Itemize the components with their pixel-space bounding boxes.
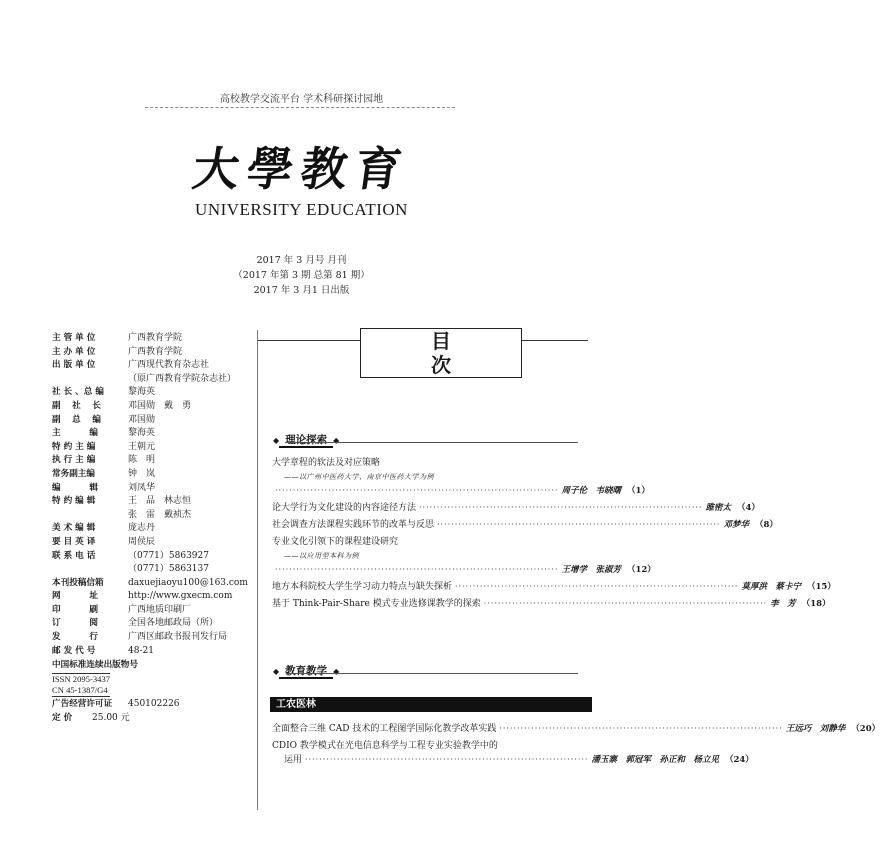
masthead-row <box>52 468 267 482</box>
section-rule <box>286 673 578 674</box>
masthead-row <box>52 441 267 455</box>
leader-dots: ················································································ <box>275 565 559 574</box>
entry-authors: 莫厚洪 蔡卡宁 <box>741 582 801 592</box>
masthead-value: 刘凤华 <box>128 482 156 493</box>
issn-box <box>52 673 110 697</box>
issue-line-2: （2017 年第 3 期 总第 81 期） <box>233 270 370 281</box>
masthead-value: 陈 明 <box>128 455 156 466</box>
masthead-value: 广西教育学院 <box>128 346 183 357</box>
masthead-row <box>52 400 267 414</box>
entry-title: 专业文化引领下的课程建设研究 <box>272 537 399 547</box>
price-label: 定 价 <box>52 712 73 723</box>
masthead-value: 48-21 <box>128 645 154 656</box>
entry-title: 全面整合三维 CAD 技术的工程图学国际化教学改革实践 <box>272 724 497 734</box>
entry-continuation: 运用 <box>284 755 303 765</box>
entry-subtitle: ——以广州中医药大学、南京中医药大学为例 <box>284 473 434 481</box>
masthead-row <box>52 590 267 604</box>
entry-page: （15） <box>806 582 836 592</box>
entry-page: （12） <box>626 565 656 575</box>
entry-authors: 李 芳 <box>770 599 796 609</box>
entry-title: 社会调查方法课程实践环节的改革与反思 <box>272 520 435 530</box>
masthead-value: （0771）5863927 <box>128 550 209 561</box>
entry-page: （24） <box>724 755 754 765</box>
toc-section-theory <box>272 456 836 614</box>
entry-page: （20） <box>851 724 880 734</box>
masthead-row <box>52 427 267 441</box>
entry-authors: 邓梦华 <box>723 520 749 530</box>
toc-entry <box>272 535 656 577</box>
masthead-value: 全国各地邮政局（所） <box>128 618 219 629</box>
masthead-value: 庞志丹 <box>128 523 156 534</box>
diamond-icon: ◆ <box>333 436 340 445</box>
masthead-label: 常务副主编 <box>52 468 95 479</box>
masthead-row <box>52 577 267 591</box>
price-value: 25.00 元 <box>92 712 130 723</box>
masthead-row <box>52 332 267 346</box>
masthead-row <box>52 495 267 509</box>
masthead-label <box>52 373 128 387</box>
toc-entry <box>272 456 650 498</box>
masthead-label: 订 阅 <box>52 618 98 629</box>
masthead-label: 主 编 <box>52 428 98 439</box>
toc-entry <box>272 501 760 515</box>
masthead-row <box>52 454 267 468</box>
entry-line <box>272 722 880 736</box>
tagline: 高校教学交流平台 学术科研探讨园地 <box>219 94 384 105</box>
masthead-value: daxuejiaoyu100@163.com <box>128 577 248 588</box>
masthead-label: 社 长 、总 编 <box>52 387 104 398</box>
masthead-row <box>52 563 267 577</box>
masthead-value: 邓国勋 戴 勇 <box>128 400 192 411</box>
issue-line-1: 2017 年 3 月号 月刊 <box>256 255 347 266</box>
leader-dots: ················································································ <box>305 755 589 764</box>
entry-line <box>272 518 778 532</box>
serial-heading: 中国标准连续出版物号 <box>52 660 138 670</box>
toc-title: 目 次 <box>360 328 522 378</box>
entry-subtitle: ——以应用型本科为例 <box>284 552 359 560</box>
entry-line <box>272 597 831 611</box>
header-divider <box>145 107 455 108</box>
entry-line <box>272 563 656 577</box>
masthead-label: 本刊投稿信箱 <box>52 577 104 588</box>
entry-page: （18） <box>801 599 831 609</box>
masthead-value: 广西地质印刷厂 <box>128 604 192 615</box>
masthead-label: 副 社 长 <box>52 400 101 411</box>
masthead-row <box>52 631 267 645</box>
masthead-row <box>52 509 267 523</box>
masthead-label: 主 办 单 位 <box>52 346 96 357</box>
journal-english-title: UNIVERSITY EDUCATION <box>195 200 408 219</box>
diamond-icon: ◆ <box>273 436 280 445</box>
serial-info <box>52 659 267 725</box>
masthead-row <box>52 386 267 400</box>
toc-entry <box>272 580 836 594</box>
masthead-label: 要 目 英 译 <box>52 536 96 547</box>
leader-dots: ················································································ <box>275 486 559 495</box>
entry-authors: 潘玉寨 郭冠军 孙正和 杨立见 <box>591 755 719 765</box>
masthead-row <box>52 346 267 360</box>
masthead-value: 王 品 林志恒 <box>128 496 192 507</box>
entry-title: 论大学行为文化建设的内容途径方法 <box>272 503 417 513</box>
masthead-value: 黎海英 <box>128 387 156 398</box>
toc-entry <box>272 739 754 767</box>
masthead-label <box>52 563 128 577</box>
masthead-label: 特 约 编 辑 <box>52 496 96 507</box>
masthead <box>52 332 267 658</box>
masthead-row <box>52 414 267 428</box>
journal-logo: 大學教育 <box>189 142 413 196</box>
masthead-label: 出 版 单 位 <box>52 360 96 371</box>
entry-line <box>272 484 650 498</box>
leader-dots: ················································································ <box>499 724 783 733</box>
entry-authors: 周子伦 韦晓曙 <box>561 486 621 496</box>
masthead-row <box>52 373 267 387</box>
masthead-value: 广西现代教育杂志社 <box>128 360 210 371</box>
masthead-row <box>52 604 267 618</box>
leader-dots: ················································································ <box>455 582 739 591</box>
leader-dots: ················································································ <box>437 520 721 529</box>
issn-number: ISSN 2095-3437 <box>52 673 111 684</box>
issue-line-3: 2017 年 3 月1 日出版 <box>253 285 350 296</box>
masthead-value: 周侯辰 <box>128 536 156 547</box>
masthead-value: 广西教育学院 <box>128 333 183 343</box>
masthead-value: 钟 岚 <box>128 468 156 479</box>
toc-entry <box>272 722 880 736</box>
entry-line <box>272 501 760 515</box>
masthead-label: 网 址 <box>52 591 98 602</box>
entry-authors: 王远巧 刘静华 <box>785 724 846 734</box>
diamond-icon: ◆ <box>273 667 280 676</box>
cn-number: CN 45-1387/G4 <box>52 684 108 695</box>
masthead-label: 邮 发 代 号 <box>52 645 96 656</box>
masthead-value: 黎海英 <box>128 428 156 439</box>
masthead-row <box>52 550 267 564</box>
diamond-icon: ◆ <box>333 667 340 676</box>
masthead-value: http://www.gxecm.com <box>128 591 233 602</box>
subsection-bar: 工农医林 <box>270 697 592 712</box>
masthead-value: （原广西教育学院杂志社） <box>128 373 237 384</box>
masthead-label: 特 约 主 编 <box>52 441 96 452</box>
masthead-row <box>52 522 267 536</box>
masthead-row <box>52 645 267 659</box>
entry-line <box>272 753 754 767</box>
masthead-row <box>52 482 267 496</box>
ad-license-value: 450102226 <box>128 699 180 710</box>
toc-entry <box>272 597 831 611</box>
ad-license-label: 广告经营许可证 <box>52 699 113 710</box>
leader-dots: ················································································ <box>483 599 768 608</box>
leader-dots: ················································································ <box>419 503 703 512</box>
masthead-value: （0771）5863137 <box>128 564 209 575</box>
masthead-label: 印 刷 <box>52 604 98 615</box>
masthead-row <box>52 359 267 373</box>
entry-title: 基于 Think-Pair-Share 模式专业选修课教学的探索 <box>272 599 481 609</box>
masthead-label: 美 术 编 辑 <box>52 523 96 534</box>
masthead-label: 执 行 主 编 <box>52 455 96 466</box>
masthead-value: 广西区邮政书报刊发行局 <box>128 632 228 643</box>
toc-section-teaching <box>272 722 880 770</box>
entry-page: （1） <box>626 486 650 496</box>
entry-page: （8） <box>754 520 778 530</box>
entry-authors: 王增学 张淑芳 <box>561 565 621 575</box>
entry-authors: 雎密太 <box>705 503 731 513</box>
masthead-value: 邓国勋 <box>128 414 156 425</box>
masthead-label <box>52 509 128 523</box>
masthead-value: 王朝元 <box>128 441 156 452</box>
section-heading-theory: ◆ 理论探索 ◆ <box>273 434 340 446</box>
masthead-label: 联 系 电 话 <box>52 550 96 561</box>
masthead-label: 编 辑 <box>52 482 98 493</box>
entry-title: 大学章程的软法及对应策略 <box>272 458 381 468</box>
masthead-label: 副 总 编 <box>52 414 101 425</box>
section-heading-teaching: ◆ 教育教学 ◆ <box>273 665 340 677</box>
masthead-row <box>52 617 267 631</box>
masthead-row <box>52 536 267 550</box>
entry-title: CDIO 教学模式在光电信息科学与工程专业实验教学中的 <box>272 741 498 751</box>
entry-line <box>272 580 836 594</box>
column-divider <box>257 330 258 810</box>
entry-title: 地方本科院校大学生学习动力特点与缺失探析 <box>272 582 453 592</box>
section-rule <box>286 442 578 443</box>
masthead-label: 发 行 <box>52 632 98 643</box>
toc-entry <box>272 518 778 532</box>
masthead-value: 张 雷 戴祯杰 <box>128 509 192 520</box>
masthead-label: 主 管 单 位 <box>52 333 96 343</box>
entry-page: （4） <box>736 503 760 513</box>
